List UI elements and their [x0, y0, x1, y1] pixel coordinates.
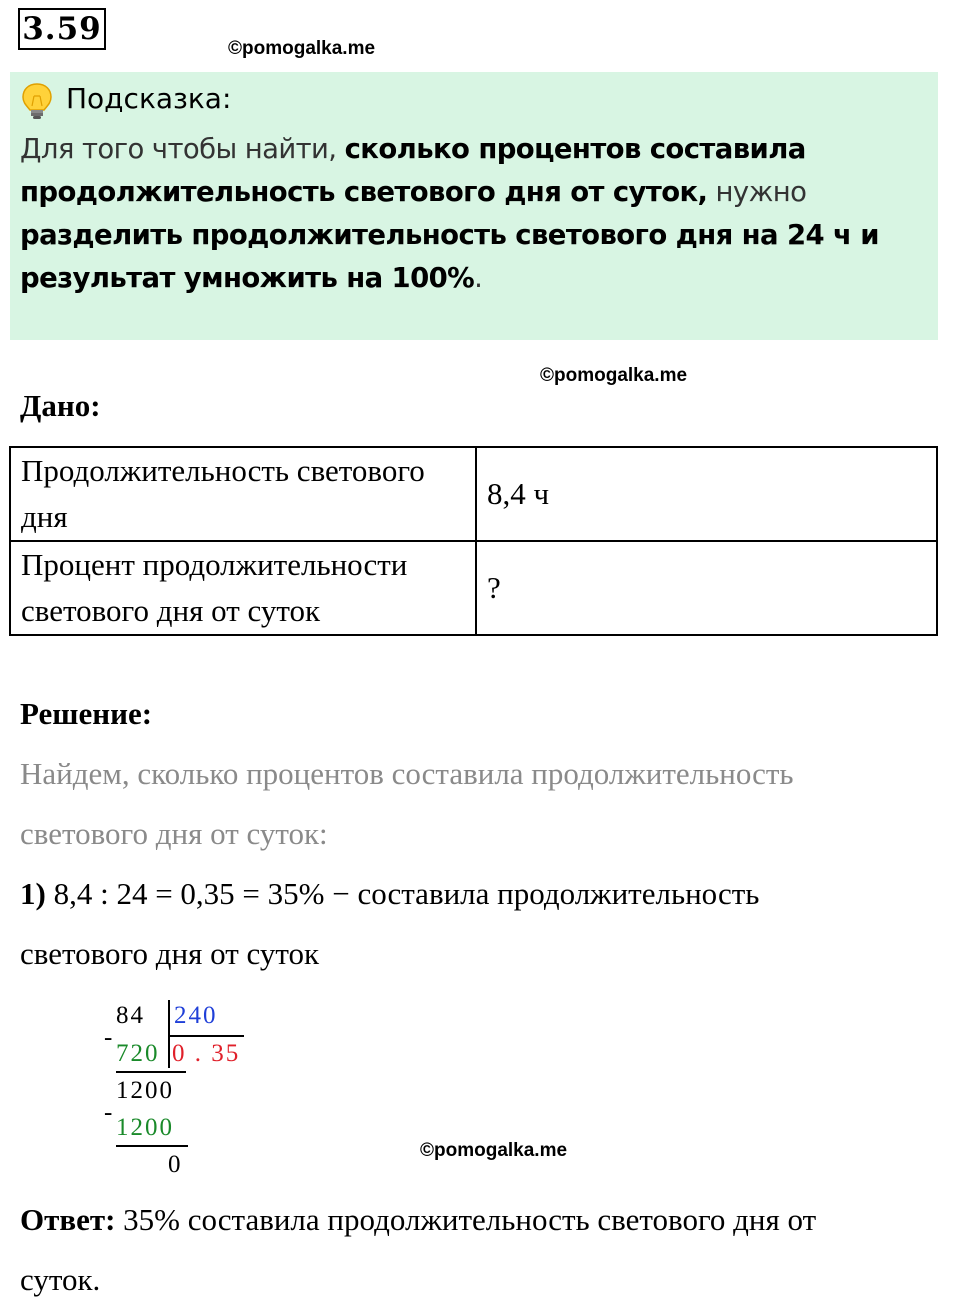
division-subtrahend: 1200 [116, 1114, 174, 1141]
answer-text: суток. [20, 1262, 101, 1297]
solution-intro: Найдем, сколько процентов составила продолжительность [20, 756, 794, 791]
division-divisor-line [168, 1035, 244, 1037]
lightbulb-icon [20, 82, 54, 120]
hint-text-highlight: разделить продолжительность светового дня на 24 ч и результат умножить на 100% [20, 219, 879, 294]
division-divisor: 240 [174, 1002, 218, 1029]
given-label-percent: Процент продолжительности светового дня от суток [10, 541, 476, 635]
given-value-percent: ? [476, 541, 937, 635]
division-quotient: 0 . 35 [172, 1040, 241, 1067]
answer-label: Ответ: [20, 1202, 116, 1237]
solution-step: светового дня от суток [20, 936, 320, 971]
answer [20, 1202, 816, 1238]
hint-text-highlight: сколько процентов составила продолжительность светового дня от суток, [20, 133, 806, 208]
answer-text: 35% составила продолжительность светового дня от [115, 1202, 817, 1237]
hint-text [20, 128, 935, 300]
given-value-duration: 8,4 ч [476, 447, 937, 541]
hint-text-part: . [474, 262, 483, 294]
division-dividend: 84 [116, 1002, 145, 1029]
given-table [9, 446, 938, 636]
division-subtrahend: 720 [116, 1040, 160, 1067]
step-text: 8,4 : 24 = 0,35 = 35% − составила продолжительность [53, 876, 760, 911]
division-remainder: 1200 [116, 1077, 174, 1104]
given-heading: Дано: [20, 388, 101, 423]
division-vertical-line [168, 1000, 170, 1068]
division-line [116, 1071, 186, 1073]
given-label-duration: Продолжительность светового дня [10, 447, 476, 541]
division-final-remainder: 0 [168, 1151, 183, 1178]
table-row [10, 541, 937, 635]
watermark: ©pomogalka.me [228, 38, 376, 59]
hint-text-part: нужно [707, 176, 807, 208]
solution-heading: Решение: [20, 696, 153, 731]
solution-step [20, 876, 759, 912]
watermark: ©pomogalka.me [420, 1140, 568, 1161]
table-row [10, 447, 937, 541]
hint-title: Подсказка: [66, 82, 232, 115]
minus-sign: - [104, 1099, 115, 1126]
minus-sign: - [104, 1024, 115, 1051]
step-number: 1) [20, 876, 46, 911]
watermark: ©pomogalka.me [540, 365, 688, 386]
solution-intro: светового дня от суток: [20, 816, 328, 851]
division-line [116, 1145, 188, 1147]
hint-text-part: Для того чтобы найти, [20, 133, 345, 165]
task-number: 3.59 [18, 8, 106, 50]
